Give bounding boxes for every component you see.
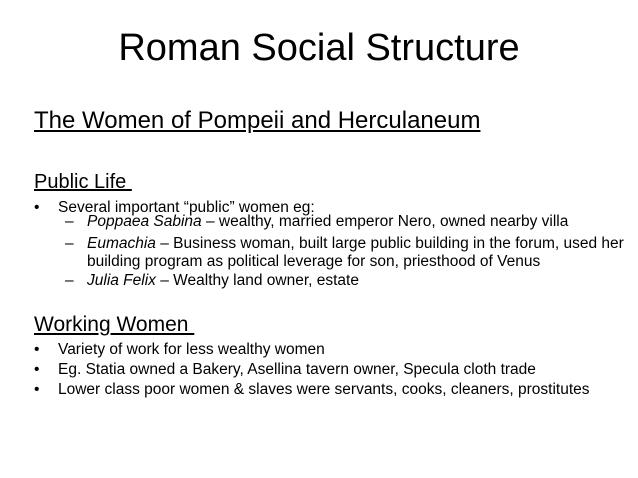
- bullet-marker: •: [34, 381, 40, 398]
- bullet-marker: •: [34, 199, 40, 216]
- working-women-text: Lower class poor women & slaves were servants, cooks, cleaners, prostitutes: [58, 381, 590, 398]
- person-name: Eumachia: [87, 235, 156, 252]
- dash-marker: –: [65, 235, 74, 252]
- bullet-marker: •: [34, 361, 40, 378]
- public-person-text: [87, 213, 625, 231]
- public-life-intro-text: Several important “public” women eg:: [58, 199, 315, 216]
- public-person-text: [87, 235, 625, 271]
- slide-subtitle: The Women of Pompeii and Herculaneum: [34, 107, 481, 134]
- dash-marker: –: [65, 213, 74, 230]
- person-name: Poppaea Sabina: [87, 213, 202, 230]
- working-women-text: Eg. Statia owned a Bakery, Asellina tavern owner, Specula cloth trade: [58, 361, 536, 378]
- working-women-text: Variety of work for less wealthy women: [58, 341, 325, 358]
- person-desc: – Business woman, built large public building in the forum, used her building program as political leverage for son, priesthood of Venus: [87, 235, 624, 270]
- working-women-item: [34, 380, 590, 399]
- slide-title: Roman Social Structure: [118, 27, 520, 69]
- person-desc: – Wealthy land owner, estate: [155, 272, 359, 289]
- working-women-item: [34, 340, 325, 359]
- working-women-heading: Working Women: [34, 313, 195, 336]
- public-person-item: [65, 235, 625, 271]
- bullet-marker: •: [34, 341, 40, 358]
- public-person-text: [87, 272, 625, 290]
- public-person-item: [65, 213, 625, 231]
- working-women-item: [34, 360, 536, 379]
- public-life-heading: Public Life: [34, 171, 132, 193]
- person-name: Julia Felix: [87, 272, 156, 289]
- public-person-item: [65, 272, 625, 290]
- dash-marker: –: [65, 272, 74, 289]
- person-desc: – wealthy, married emperor Nero, owned nearby villa: [201, 213, 569, 230]
